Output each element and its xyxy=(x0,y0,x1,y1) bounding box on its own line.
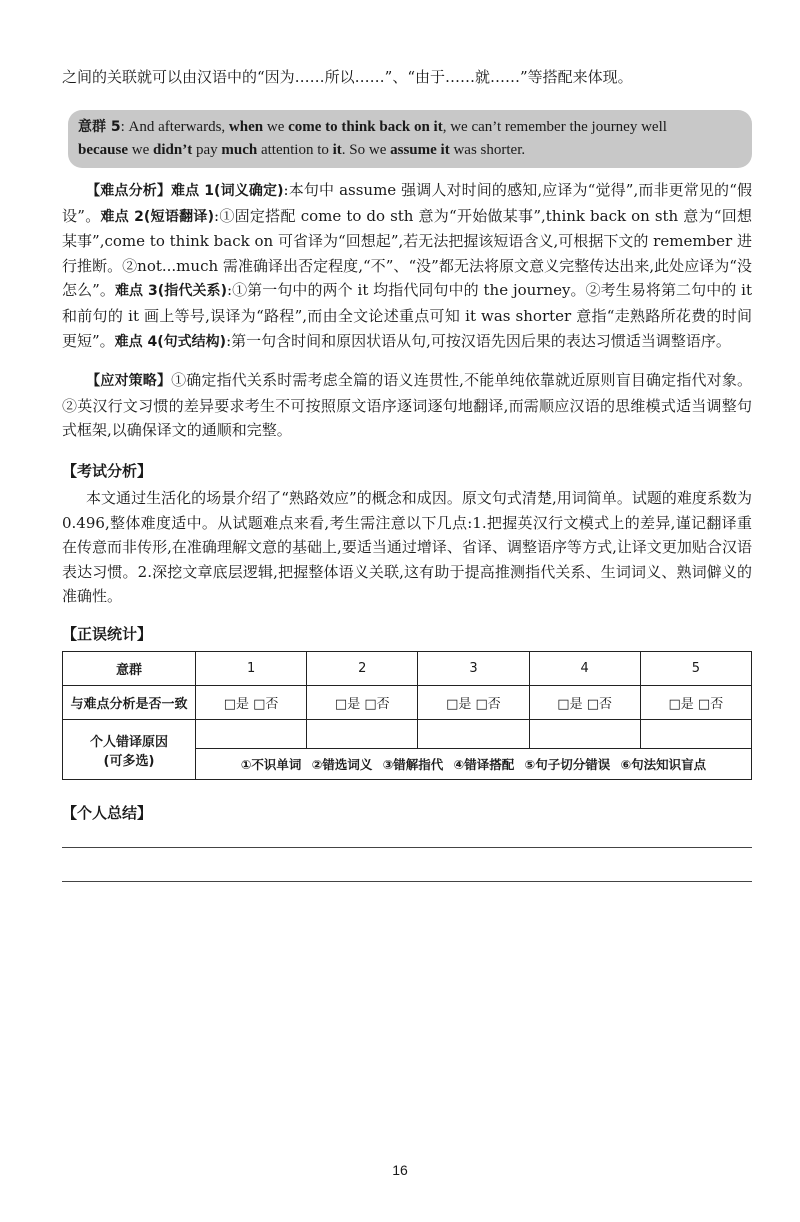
sense-bold: much xyxy=(221,142,258,158)
table-row xyxy=(63,720,752,749)
reason-option[interactable]: ⑥句法知识盲点 xyxy=(620,757,707,772)
sense-text: we xyxy=(128,142,153,158)
summary-writing-line[interactable] xyxy=(62,847,752,848)
sense-text: was shorter. xyxy=(449,142,526,158)
error-statistics-table xyxy=(62,651,752,780)
empty-answer-cell[interactable] xyxy=(196,720,307,749)
difficulty-2-label: 难点 2(短语翻译) xyxy=(100,208,215,225)
empty-answer-cell[interactable] xyxy=(640,720,751,749)
sense-text: , we can’t remember the journey well xyxy=(442,119,667,135)
strategy-text: ①确定指代关系时需考虑全篇的语义连贯性,不能单纯依靠就近原则盲目确定指代对象。②英汉行文习惯的差异要求考生不可按照原文语序逐词逐句地翻译,而需顺应汉语的思维模式适当调整句式框架,以确保译文的通顺和完整。 xyxy=(62,371,752,440)
reason-option[interactable]: ③错解指代 xyxy=(382,757,444,772)
top-text-line: 之间的关联就可以由汉语中的“因为……所以……”、“由于……就……”等搭配来体现。 xyxy=(62,68,633,86)
empty-answer-cell[interactable] xyxy=(529,720,640,749)
sense-text: we xyxy=(263,119,289,135)
sense-group-label: 意群 5 xyxy=(78,119,121,135)
reason-option[interactable]: ①不识单词 xyxy=(240,757,302,772)
difficulty-3-label: 难点 3(指代关系) xyxy=(114,283,227,300)
difficulty-2-text: :①固定搭配 come to do sth 意为“开始做某事”,think back on sth 意为“回想某事”,come to think back on 可省译为“回想起”,若无法把握该短语含义,可根据下文的 remember 进行推断。②not...much 需准确译出否定程度,“不”、“没”都无法将原文意义完整传达出来,此处应译为“没怎么”。 xyxy=(62,206,752,300)
reason-options xyxy=(196,749,752,780)
yes-no-checkbox-cell[interactable]: □是 □否 xyxy=(640,686,751,720)
summary-writing-line[interactable] xyxy=(62,881,752,882)
difficulty-analysis xyxy=(62,178,752,354)
empty-answer-cell[interactable] xyxy=(418,720,529,749)
yes-no-checkbox-cell[interactable]: □是 □否 xyxy=(418,686,529,720)
reason-label-note: (可多选) xyxy=(103,753,155,769)
page-number: 16 xyxy=(392,1162,408,1178)
sense-bold: didn’t xyxy=(153,142,193,158)
yes-no-checkbox-cell[interactable]: □是 □否 xyxy=(307,686,418,720)
group-cell: 4 xyxy=(529,652,640,686)
table-row xyxy=(63,652,752,686)
empty-answer-cell[interactable] xyxy=(307,720,418,749)
coping-strategy xyxy=(62,368,752,443)
sense-text: . So we xyxy=(341,142,391,158)
reason-option[interactable]: ⑤句子切分错误 xyxy=(524,757,611,772)
exam-analysis-title: 【考试分析】 xyxy=(62,462,153,480)
sense-text: pay xyxy=(192,142,222,158)
group-cell: 2 xyxy=(307,652,418,686)
sense-text: : And afterwards, xyxy=(120,119,229,135)
strategy-tag: 【应对策略】 xyxy=(86,373,172,389)
difficulty-4-label: 难点 4(句式结构) xyxy=(114,333,227,350)
row-header xyxy=(63,720,196,780)
difficulty-3-text: :①第一句中的两个 it 均指代同句中的 the journey。②考生易将第二句中的 it 和前句的 it 画上等号,误译为“路程”,而由全文论述重点可知 it was shorter 意指“走熟路所花费的时间更短”。 xyxy=(62,281,753,350)
reason-option[interactable]: ④错译搭配 xyxy=(453,757,515,772)
group-cell: 1 xyxy=(196,652,307,686)
exam-analysis-body: 本文通过生活化的场景介绍了“熟路效应”的概念和成因。原文句式清楚,用词简单。试题的难度系数为 0.496,整体难度适中。从试题难点来看,考生需注意以下几点:1.把握英汉行文模式上的差异,谨记翻译重在传意而非传形,在准确理解文意的基础上,要适当通过增译、省译、调整语序等方式,让译文更加贴合汉语表达习惯。2.深挖文章底层逻辑,把握整体语义关联,这有助于提高推测指代关系、生词词义、熟词僻义的准确性。 xyxy=(62,489,752,606)
table-row xyxy=(63,686,752,720)
stats-title: 【正误统计】 xyxy=(62,625,153,643)
difficulty-1-text: :本句中 assume 强调人对时间的感知,应译为“觉得”,而非更常见的“假设”。 xyxy=(62,181,753,225)
summary-title: 【个人总结】 xyxy=(62,804,153,822)
sense-bold: it xyxy=(332,142,342,158)
difficulty-tag: 【难点分析】 xyxy=(86,183,171,199)
difficulty-4-text: :第一句含时间和原因状语从句,可按汉语先因后果的表达习惯适当调整语序。 xyxy=(226,331,731,350)
yes-no-checkbox-cell[interactable]: □是 □否 xyxy=(196,686,307,720)
reason-option[interactable]: ②错选词义 xyxy=(311,757,373,772)
row-header: 与难点分析是否一致 xyxy=(63,686,196,720)
yes-no-checkbox-cell[interactable]: □是 □否 xyxy=(529,686,640,720)
sense-bold: when xyxy=(228,119,264,135)
reason-label: 个人错译原因 xyxy=(89,734,168,750)
sense-group-box xyxy=(68,110,752,168)
sense-bold: assume it xyxy=(390,142,450,158)
sense-bold: because xyxy=(78,142,128,158)
sense-text: attention to xyxy=(257,142,333,158)
sense-bold: come to think back on it xyxy=(288,119,443,135)
row-header: 意群 xyxy=(63,652,196,686)
group-cell: 5 xyxy=(640,652,751,686)
group-cell: 3 xyxy=(418,652,529,686)
exam-analysis-text xyxy=(62,486,752,609)
difficulty-1-label: 难点 1(词义确定) xyxy=(171,183,284,199)
